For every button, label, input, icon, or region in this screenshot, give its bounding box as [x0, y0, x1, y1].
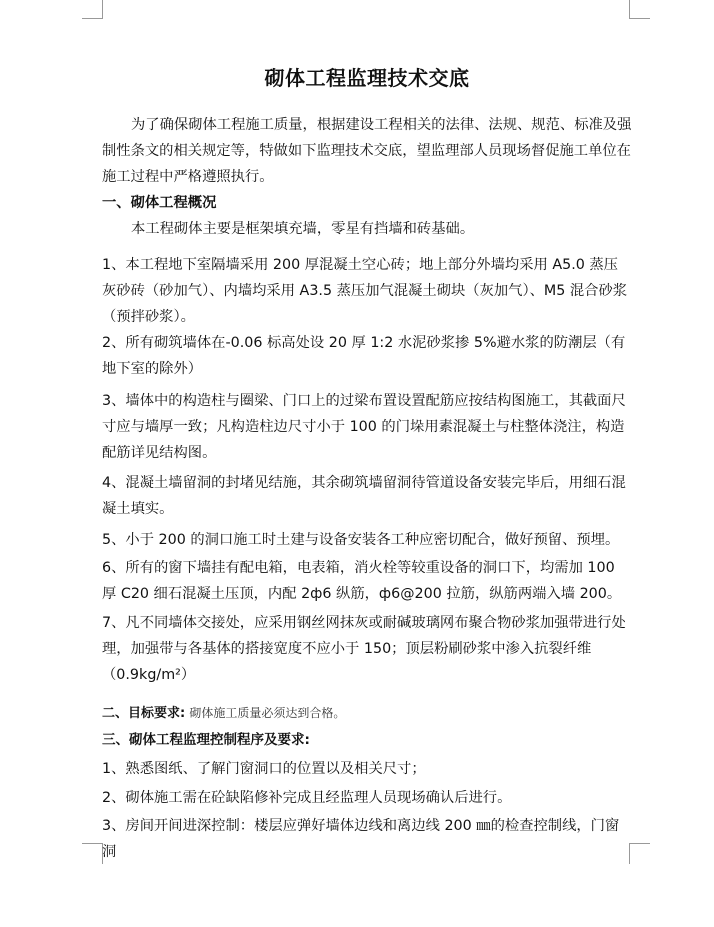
- list-item: 3、房间开间进深控制：楼层应弹好墙体边线和离边线 200 ㎜的检查控制线，门窗洞: [102, 818, 620, 860]
- page-corner-mark-bottom-left: [82, 843, 103, 864]
- page-corner-mark-top-left: [82, 0, 103, 19]
- list-item: 4、混凝土墙留洞的封堵见结施，其余砌筑墙留洞待管道设备安装完毕后，用细石混凝土填实。: [102, 475, 626, 517]
- section-heading-overview: 一、砌体工程概况: [102, 195, 217, 211]
- section-target-requirement: [102, 700, 632, 727]
- list-item: 2、所有砌筑墙体在-0.06 标高处设 20 厚 1:2 水泥砂浆掺 5%避水浆的防潮层（有地下室的除外）: [102, 335, 626, 377]
- intro-paragraph: 为了确保砌体工程施工质量，根据建设工程相关的法律、法规、规范、标准及强制性条文的相关规定等，特做如下监理技术交底，望监理部人员现场督促施工单位在施工过程中严格遵照执行。: [102, 117, 632, 185]
- list-item: 2、砌体施工需在砼缺陷修补完成且经监理人员现场确认后进行。: [102, 790, 512, 806]
- list-item: 6、所有的窗下墙挂有配电箱，电表箱，消火栓等较重设备的洞口下，均需加 100 厚 C20 细石混凝土压顶，内配 2ф6 纵筋，ф6@200 拉筋，纵筋两端入墙 200。: [102, 560, 622, 602]
- list-item: 1、熟悉图纸、了解门窗洞口的位置以及相关尺寸；: [102, 761, 426, 777]
- list-item: 1、本工程地下室隔墙采用 200 厚混凝土空心砖；地上部分外墙均采用 A5.0 蒸压灰砂砖（砂加气）、内墙均采用 A3.5 蒸压加气混凝土砌块（灰加气）、M5 混合砂浆（预拌砂浆）。: [102, 257, 628, 325]
- overview-paragraph: 本工程砌体主要是框架填充墙，零星有挡墙和砖基础。: [131, 221, 475, 237]
- page-corner-mark-bottom-right: [629, 843, 650, 864]
- page-corner-mark-top-right: [629, 0, 650, 19]
- list-item: 3、墙体中的构造柱与圈梁、门口上的过梁布置设置配筋应按结构图施工，其截面尺寸应与墙厚一致；凡构造柱边尺寸小于 100 的门垛用素混凝土与柱整体浇注，构造配筋详见结构图。: [102, 393, 626, 461]
- section-heading-control: 三、砌体工程监理控制程序及要求:: [102, 732, 310, 748]
- list-item: 7、凡不同墙体交接处，应采用钢丝网抹灰或耐碱玻璃网布聚合物砂浆加强带进行处理，加强带与各基体的搭接宽度不应小于 150；顶层粉刷砂浆中渗入抗裂纤维（0.9kg/m²）: [102, 615, 626, 683]
- document-title: 砌体工程监理技术交底: [264, 66, 470, 90]
- list-item: 5、小于 200 的洞口施工时土建与设备安装各工种应密切配合，做好预留、预埋。: [102, 532, 620, 548]
- section-heading-target: 二、目标要求:: [102, 706, 186, 721]
- target-text: 砌体施工质量必须达到合格。: [189, 706, 346, 720]
